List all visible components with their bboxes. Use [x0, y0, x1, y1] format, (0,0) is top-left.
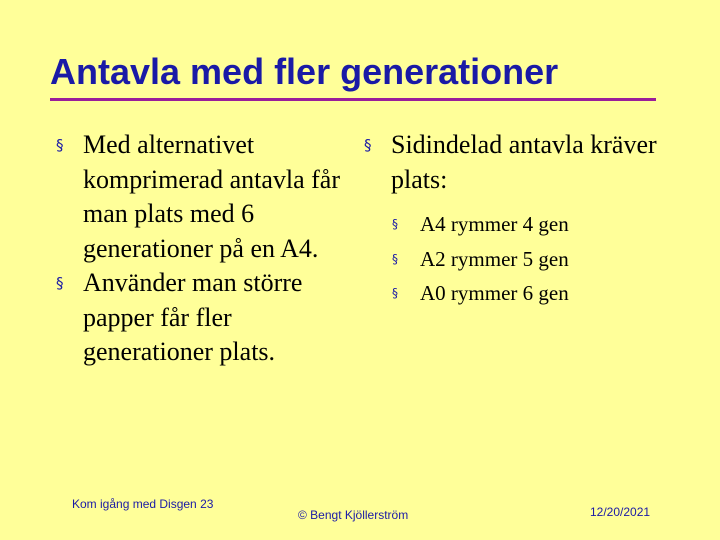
sub-bullet-text: A4 rymmer 4 gen — [420, 212, 569, 236]
bullet-item — [56, 128, 356, 266]
left-column — [56, 128, 356, 370]
sub-bullet-text: A2 rymmer 5 gen — [420, 246, 569, 271]
slide-title: Antavla med fler generationer — [50, 51, 559, 92]
right-column — [364, 128, 704, 311]
bullet-marker-icon: § — [56, 136, 64, 154]
bullet-item — [56, 266, 356, 370]
sub-bullet-text: A0 rymmer 6 gen — [420, 281, 569, 305]
title-underline — [50, 98, 656, 101]
bullet-text: Sidindelad antavla kräver plats: — [391, 130, 657, 194]
sub-bullet-marker-icon: § — [392, 217, 398, 231]
bullet-marker-icon: § — [364, 136, 372, 154]
bullet-text: Använder man större papper får fler generationer plats. — [83, 268, 303, 366]
footer-left-text: Kom igång med Disgen 23 — [72, 497, 214, 511]
footer-date: 12/20/2021 — [590, 505, 651, 519]
bullet-text: Med alternativet komprimerad antavla får man plats med 6 generationer på en A4. — [83, 130, 340, 263]
bullet-item — [364, 128, 704, 197]
sub-bullet-marker-icon: § — [392, 251, 398, 266]
footer-copyright: © Bengt Kjöllerström — [298, 508, 409, 522]
sub-bullet-item — [392, 207, 704, 242]
bullet-marker-icon: § — [56, 274, 64, 292]
sub-bullet-marker-icon: § — [392, 286, 398, 300]
sub-bullet-list — [364, 207, 704, 311]
sub-bullet-item — [392, 242, 704, 277]
sub-bullet-item — [392, 276, 704, 311]
